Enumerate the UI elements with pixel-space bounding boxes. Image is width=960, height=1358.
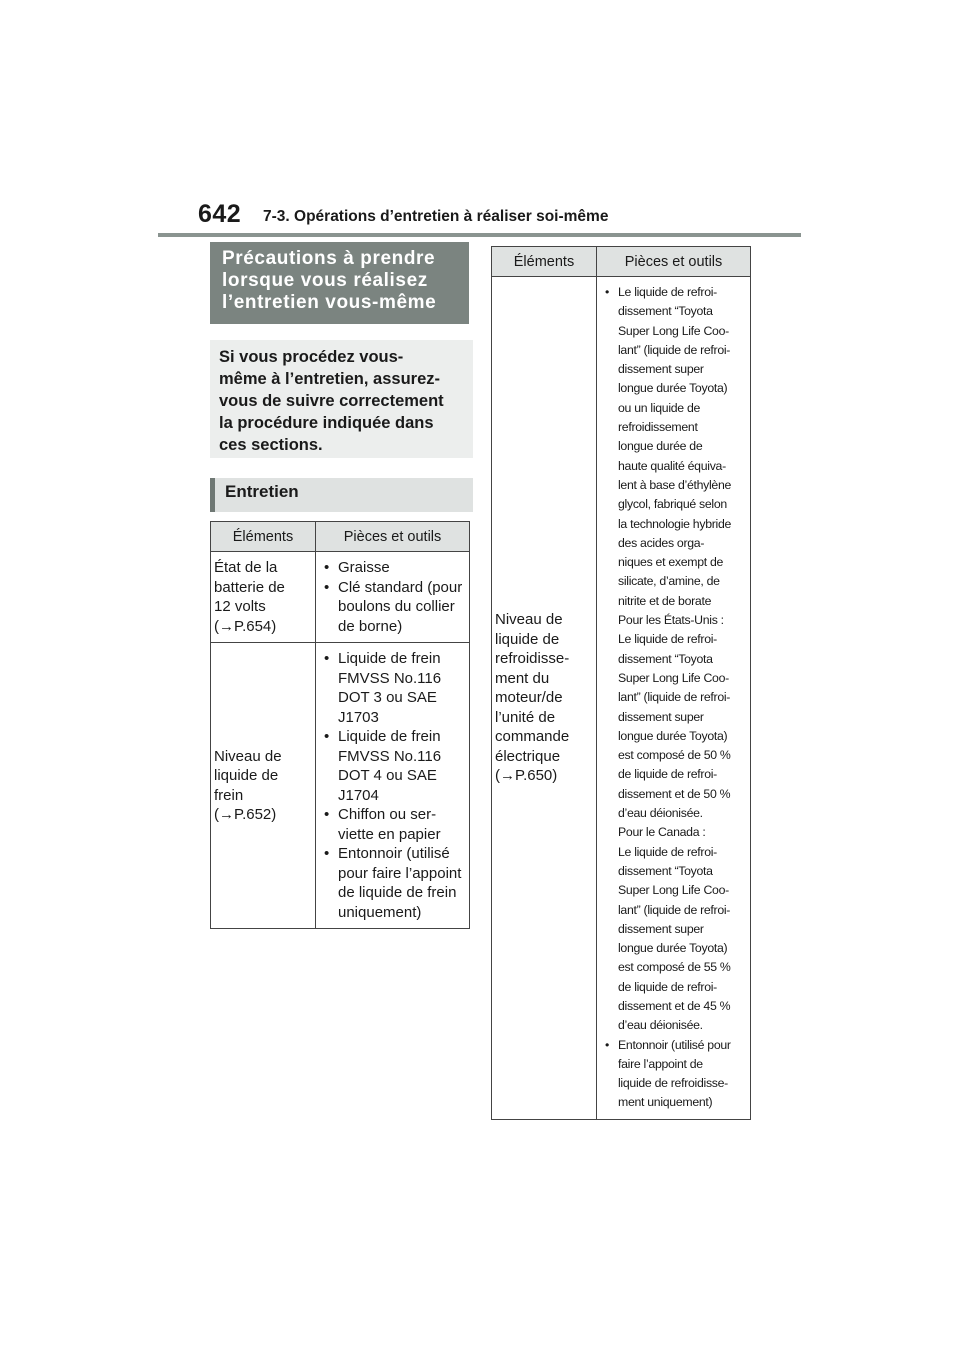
list-item-line: dissement super	[618, 921, 704, 936]
element-label-line: Niveau de	[214, 747, 282, 765]
list-item	[601, 1036, 748, 1113]
list-item	[601, 283, 748, 1036]
instruction-line: la procédure indiquée dans	[219, 414, 434, 432]
maintenance-table-2	[491, 246, 751, 1120]
list-item-line: de liquide de refroi-	[618, 979, 717, 994]
page-reference: (→P.650)	[495, 767, 558, 785]
header-rule	[158, 233, 801, 237]
column-header-parts-tools: Pièces et outils	[597, 247, 751, 277]
list-item-line: • Graisse	[338, 559, 390, 576]
list-item-line: DOT 3 ou SAE	[338, 689, 437, 706]
list-item-line: J1703	[338, 708, 379, 726]
list-item-line: Le liquide de refroi-	[618, 844, 717, 859]
element-label-line: commande	[495, 728, 570, 746]
list-item-line: viette en papier	[338, 825, 441, 843]
element-label-line: liquide de	[495, 630, 560, 648]
list-item-line: glycol, fabriqué selon	[618, 497, 727, 512]
table-header-row	[211, 522, 470, 552]
table-row	[211, 643, 470, 929]
list-item-line: dissement et de 50 %	[618, 786, 731, 801]
table-row	[211, 552, 470, 643]
list-item-line: est composé de 55 %	[618, 960, 731, 975]
list-item	[320, 727, 467, 805]
list-item	[320, 649, 467, 727]
element-cell	[211, 643, 316, 929]
element-label-line: l’unité de	[495, 708, 556, 726]
list-item	[320, 844, 467, 922]
list-item-line: • Chiffon ou ser-	[338, 806, 437, 823]
list-item-line: longue durée Toyota)	[618, 728, 728, 743]
list-item-line: Super Long Life Coo-	[618, 323, 729, 338]
list-item-line: Le liquide de refroi-	[618, 632, 717, 647]
element-label-line: liquide de	[214, 767, 279, 784]
maintenance-subheading: Entretien	[210, 478, 473, 512]
table-row	[492, 277, 751, 1120]
list-item-line: Pour le Canada :	[618, 825, 706, 840]
instruction-line: vous de suivre correctement	[219, 392, 444, 410]
list-item-line: liquide de refroidisse-	[618, 1076, 728, 1091]
list-item-line: • Entonnoir (utilisé pour	[618, 1037, 731, 1052]
element-label-line: Niveau de	[495, 611, 563, 629]
parts-list	[601, 283, 748, 1113]
list-item-line: nitrite et de borate	[618, 593, 712, 608]
element-label-line: moteur/de	[495, 689, 563, 707]
list-item-line: faire l’appoint de	[618, 1056, 703, 1071]
precautions-title-box	[210, 242, 469, 324]
list-item-line: • Entonnoir (utilisé	[338, 845, 450, 862]
title-line: l’entretien vous-même	[222, 292, 437, 313]
parts-cell	[316, 643, 470, 929]
title-line: lorsque vous réalisez	[222, 270, 428, 291]
list-item-line: lant” (liquide de refroi-	[618, 342, 731, 357]
list-item-line: des acides orga-	[618, 535, 705, 550]
column-header-elements: Éléments	[211, 522, 316, 552]
instruction-line: même à l’entretien, assurez-	[219, 370, 441, 388]
list-item-line: longue durée de	[618, 439, 703, 454]
column-header-elements: Éléments	[492, 247, 597, 277]
maintenance-table-1	[210, 521, 470, 929]
list-item-line: de liquide de frein	[338, 884, 457, 901]
list-item-line: • Le liquide de refroi-	[618, 285, 717, 299]
element-label-line: ment du	[495, 669, 550, 687]
list-item-line: ou un liquide de	[618, 400, 701, 415]
list-item-line: • Liquide de frein	[338, 650, 441, 667]
page-number: 642	[198, 200, 242, 228]
list-item-line: dissement “Toyota	[618, 863, 713, 878]
list-item-line: dissement “Toyota	[618, 651, 713, 666]
page-reference: (→P.652)	[214, 806, 277, 823]
list-item-line: silicate, d’amine, de	[618, 574, 720, 589]
section-title: 7-3. Opérations d’entretien à réaliser soi-même	[263, 208, 609, 225]
list-item	[320, 578, 467, 637]
list-item-line: dissement super	[618, 709, 704, 724]
list-item-line: d’eau déionisée.	[618, 1018, 703, 1033]
list-item-line: niques et exempt de	[618, 555, 724, 570]
element-cell	[211, 552, 316, 643]
list-item	[320, 805, 467, 844]
list-item-line: Super Long Life Coo-	[618, 670, 729, 685]
element-label-line: électrique	[495, 747, 561, 765]
list-item-line: lant” (liquide de refroi-	[618, 902, 731, 917]
list-item-line: FMVSS No.116	[338, 669, 442, 687]
list-item-line: FMVSS No.116	[338, 747, 442, 765]
list-item-line: la technologie hybride	[618, 516, 732, 531]
parts-cell	[597, 277, 751, 1120]
list-item	[320, 558, 467, 578]
list-item-line: est composé de 50 %	[618, 748, 731, 763]
list-item-line: lant” (liquide de refroi-	[618, 690, 731, 705]
table-header-row	[492, 247, 751, 277]
list-item-line: dissement “Toyota	[618, 304, 713, 319]
list-item-line: • Clé standard (pour	[338, 578, 463, 596]
instruction-box	[210, 340, 473, 458]
element-label-line: frein	[214, 786, 244, 804]
parts-cell	[316, 552, 470, 643]
parts-list	[320, 649, 467, 922]
list-item-line: dissement et de 45 %	[618, 998, 731, 1013]
list-item-line: Pour les États-Unis :	[618, 613, 724, 628]
list-item-line: de liquide de refroi-	[618, 767, 717, 782]
list-item-line: Super Long Life Coo-	[618, 883, 729, 898]
element-label-line: refroidisse-	[495, 650, 570, 668]
element-cell	[492, 277, 597, 1120]
element-label-line: 12 volts	[214, 598, 266, 615]
list-item-line: lent à base d’éthylène	[618, 477, 732, 492]
list-item-line: DOT 4 ou SAE	[338, 767, 437, 784]
list-item-line: haute qualité équiva-	[618, 458, 726, 473]
list-item-line: pour faire l’appoint	[338, 864, 462, 882]
list-item-line: • Liquide de frein	[338, 728, 441, 745]
list-item-line: uniquement)	[338, 903, 422, 921]
instruction-line: ces sections.	[219, 436, 323, 454]
list-item-line: dissement super	[618, 362, 704, 377]
list-item-line: d’eau déionisée.	[618, 806, 703, 821]
page-reference: (→P.654)	[214, 617, 277, 635]
list-item-line: ment uniquement)	[618, 1095, 713, 1110]
list-item-line: J1704	[338, 786, 379, 804]
title-line: Précautions à prendre	[222, 248, 436, 269]
list-item-line: longue durée Toyota)	[618, 941, 728, 956]
element-label-line: batterie de	[214, 578, 285, 596]
instruction-line: Si vous procédez vous-	[219, 348, 404, 366]
list-item-line: de borne)	[338, 617, 403, 635]
list-item-line: boulons du collier	[338, 598, 455, 615]
element-label-line: État de la	[214, 559, 278, 576]
column-header-parts-tools: Pièces et outils	[316, 522, 470, 552]
parts-list	[320, 558, 467, 636]
list-item-line: refroidissement	[618, 420, 698, 435]
list-item-line: longue durée Toyota)	[618, 381, 728, 396]
